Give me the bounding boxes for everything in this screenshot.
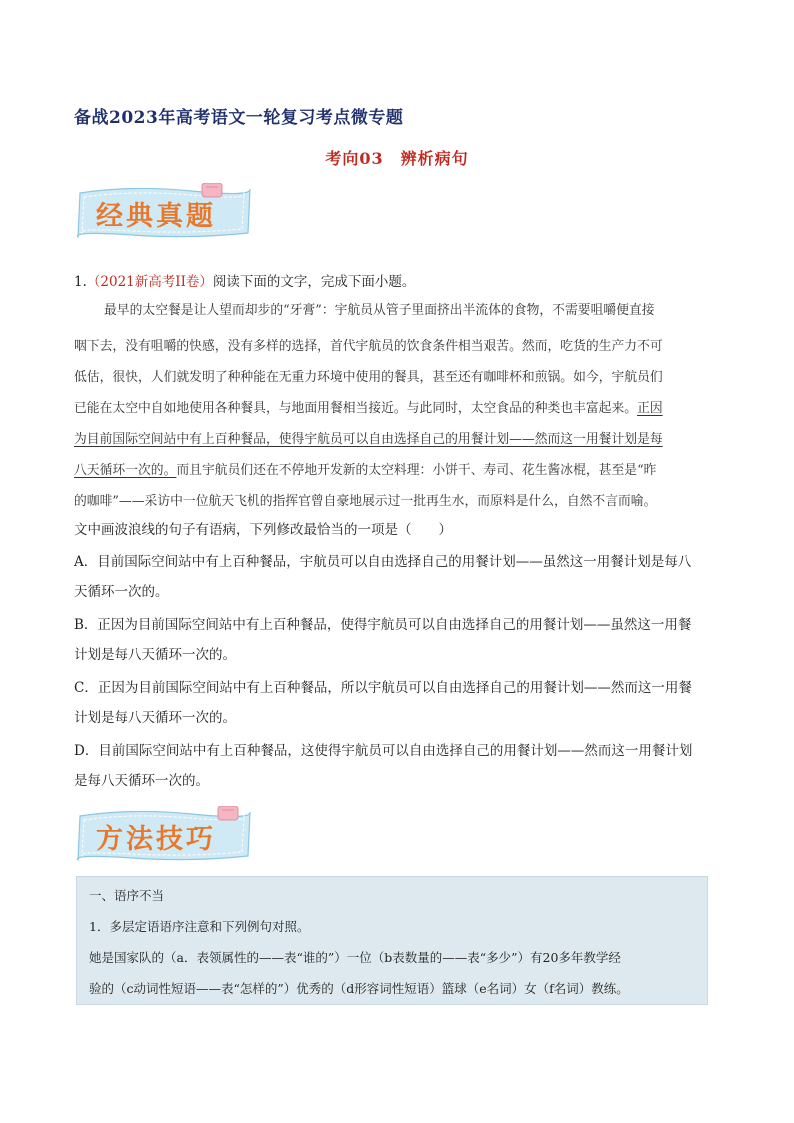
passage-line-3: 低估，很快，人们就发明了种种能在无重力环境中使用的餐具，甚至还有咖啡杯和煎锅。如今，宇航员们 bbox=[74, 370, 663, 385]
passage-text: 而且宇航员们还在不停地开发新的太空料理：小饼干、寿司、花生酱冰棍，甚至是“昨 bbox=[176, 463, 657, 478]
passage-line-5 bbox=[74, 428, 722, 447]
question-source: （2021新高考II卷） bbox=[86, 274, 213, 290]
underlined-sentence: 为目前国际空间站中有上百种餐品，使得宇航员可以自由选择自己的用餐计划——然而这一用餐计划是每 bbox=[74, 432, 663, 447]
option-b-line-2: 计划是每八天循环一次的。 bbox=[74, 647, 236, 663]
method-item-1: 1．多层定语语序注意和下列例句对照。 bbox=[89, 919, 310, 934]
document-title: 备战2023年高考语文一轮复习考点微专题 bbox=[74, 108, 404, 128]
passage-line-2: 咽下去，没有咀嚼的快感，没有多样的选择，首代宇航员的饮食条件相当艰苦。然而，吃货的生产力不可 bbox=[74, 339, 663, 354]
question-stem: 文中画波浪线的句子有语病，下列修改最恰当的一项是（ ） bbox=[74, 522, 452, 538]
section-subtitle: 考向03 辨析病句 bbox=[325, 149, 469, 168]
passage-text: 已能在太空中自如地使用各种餐具，与地面用餐相当接近。与此同时，太空食品的种类也丰富起来。 bbox=[74, 401, 638, 416]
banner-title: 经典真题 bbox=[96, 201, 216, 232]
passage-line-6 bbox=[74, 459, 722, 478]
option-b-line-1: B．正因为目前国际空间站中有上百种餐品，使得宇航员可以自由选择自己的用餐计划——虽然这一用餐 bbox=[74, 617, 692, 633]
method-example-line-1: 她是国家队的（a．表领属性的——表“谁的”）一位（b表数量的——表“多少”）有20多年教学经 bbox=[89, 950, 621, 965]
underlined-sentence: 八天循环一次的。 bbox=[74, 463, 177, 478]
passage-line-4 bbox=[74, 397, 722, 416]
question-instruction: 阅读下面的文字，完成下面小题。 bbox=[212, 274, 416, 290]
question-number: 1. bbox=[74, 274, 87, 290]
banner-title: 方法技巧 bbox=[96, 824, 216, 855]
method-example-line-2: 验的（c动词性短语——表“怎样的”）优秀的（d形容词性短语）篮球（e名词）女（f名词）教练。 bbox=[89, 981, 629, 996]
method-heading: 一、语序不当 bbox=[89, 888, 165, 903]
question-intro bbox=[74, 270, 722, 290]
option-d-line-1: D．目前国际空间站中有上百种餐品，这使得宇航员可以自由选择自己的用餐计划——然而这一用餐计划 bbox=[74, 743, 693, 759]
method-box bbox=[76, 876, 708, 1005]
option-a-line-1: A．目前国际空间站中有上百种餐品，宇航员可以自由选择自己的用餐计划——虽然这一用餐计划是每八 bbox=[74, 554, 692, 570]
banner-classic-questions bbox=[72, 183, 256, 243]
passage-line-1: 最早的太空餐是让人望而却步的“牙膏”：宇航员从管子里面挤出半流体的食物，不需要咀嚼便直接 bbox=[104, 303, 655, 318]
option-a-line-2: 天循环一次的。 bbox=[74, 584, 169, 600]
banner-method-tips bbox=[72, 806, 256, 866]
option-c-line-2: 计划是每八天循环一次的。 bbox=[74, 710, 236, 726]
option-c-line-1: C．正因为目前国际空间站中有上百种餐品，所以宇航员可以自由选择自己的用餐计划——然而这一用餐 bbox=[74, 680, 692, 696]
passage-line-7: 的咖啡”——采访中一位航天飞机的指挥官曾自豪地展示过一批再生水，而原料是什么，自然不言而喻。 bbox=[74, 494, 657, 509]
underlined-sentence: 正因 bbox=[637, 401, 663, 416]
option-d-line-2: 是每八天循环一次的。 bbox=[74, 773, 209, 789]
